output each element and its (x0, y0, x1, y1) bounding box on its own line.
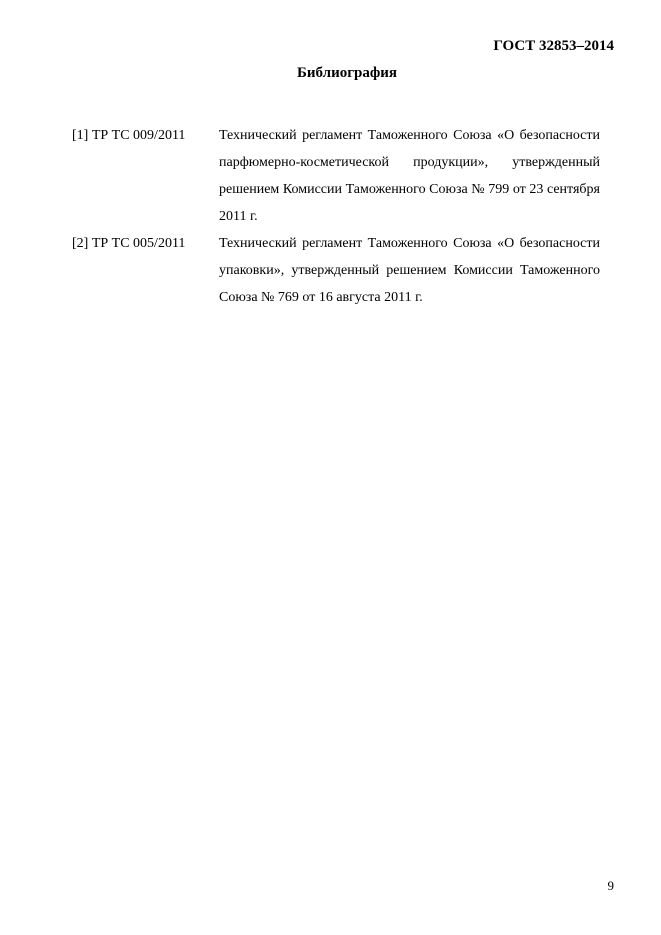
reference-text: Технический регламент Таможенного Союза «О безопасности парфюмерно-косметической продукции», утвержденный решением Комиссии Таможенного Союза № 799 от 23 сентября 2011 г. (219, 128, 600, 224)
bibliography-entry (72, 230, 600, 311)
reference-label: [2] ТР ТС 005/2011 (72, 236, 186, 251)
reference-label: [1] ТР ТС 009/2011 (72, 128, 186, 143)
bibliography-list (72, 122, 600, 311)
bibliography-heading: Библиография (296, 65, 398, 81)
reference-text: Технический регламент Таможенного Союза «О безопасности упаковки», утвержденный решением Комиссии Таможенного Союза № 769 от 16 августа 2011 г. (219, 236, 600, 305)
standard-code: ГОСТ 32853–2014 (493, 38, 614, 54)
bibliography-entry (72, 122, 600, 230)
page-number: 9 (607, 878, 614, 893)
